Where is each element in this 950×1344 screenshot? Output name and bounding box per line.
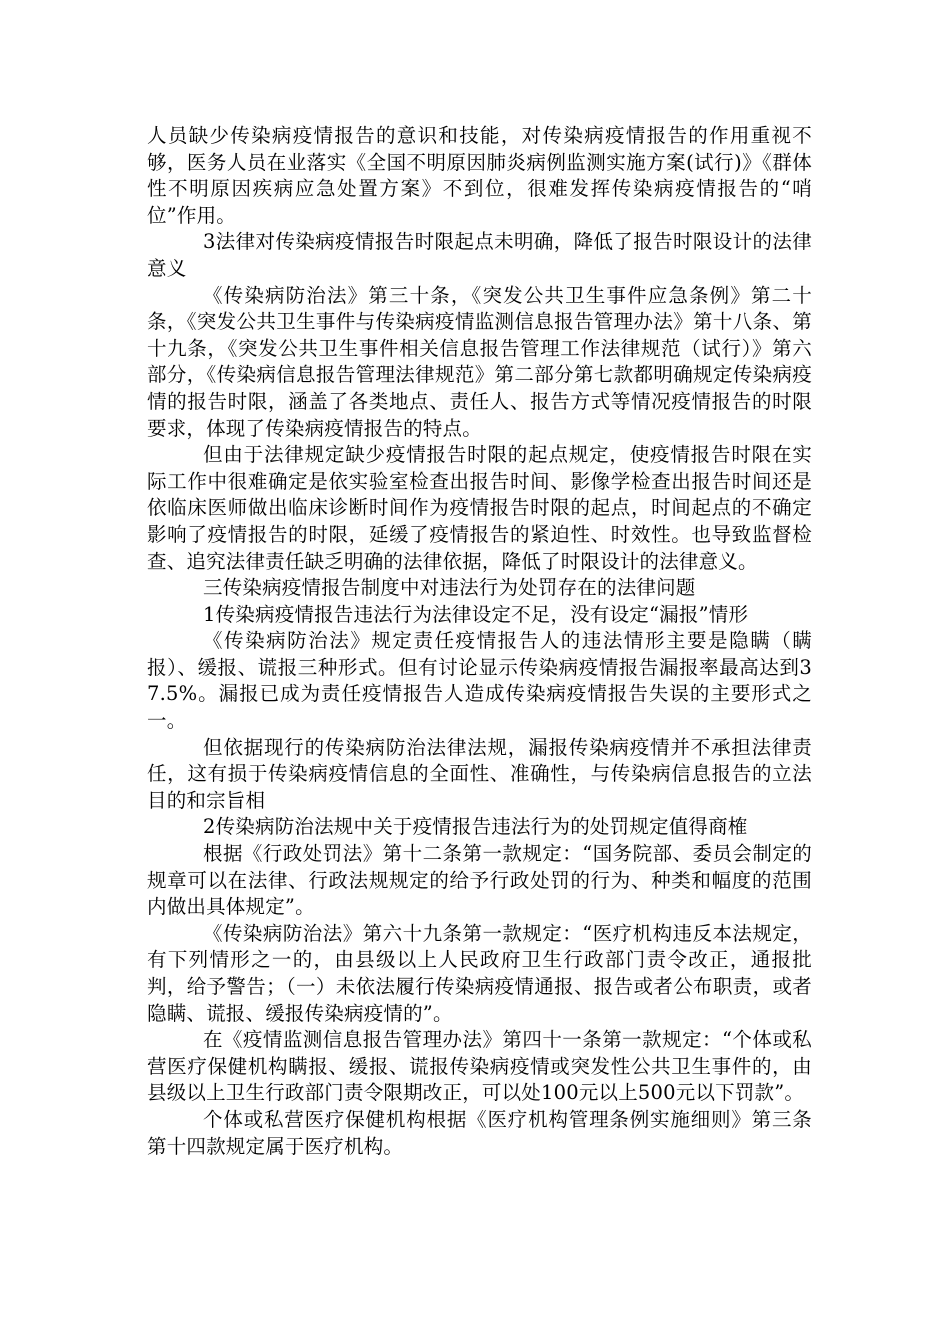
paragraph-4: 但由于法律规定缺少疫情报告时限的起点规定，使疫情报告时限在实际工作中很难确定是依实验室检查出报告时间、影像学检查出报告时间还是依临床医师做出临床诊断时间作为疫情报告时限的起点，时间起点的不确定影响了疫情报告的时限，延缓了疫情报告的紧迫性、时效性。也导致监督检查、追究法律责任缺乏明确的法律依据，降低了时限设计的法律意义。	[147, 443, 812, 573]
paragraph-10: 个体或私营医疗保健机构根据《医疗机构管理条例实施细则》第三条第十四款规定属于医疗机构。	[147, 1107, 812, 1158]
paragraph-9: 在《疫情监测信息报告管理办法》第四十一条第一款规定：“个体或私营医疗保健机构瞒报、缓报、谎报传染病疫情或突发性公共卫生事件的，由县级以上卫生行政部门责令限期改正，可以处100元以上500元以下罚款”。	[147, 1028, 812, 1105]
paragraph-6: 但依据现行的传染病防治法律法规，漏报传染病疫情并不承担法律责任，这有损于传染病疫情信息的全面性、准确性，与传染病信息报告的立法目的和宗旨相	[147, 735, 812, 812]
paragraph-1: 人员缺少传染病疫情报告的意识和技能，对传染病疫情报告的作用重视不够，医务人员在业落实《全国不明原因肺炎病例监测实施方案(试行)》《群体性不明原因疾病应急处置方案》不到位，很难发挥传染病疫情报告的“哨位”作用。	[147, 124, 812, 227]
subheading-1: 1传染病疫情报告违法行为法律设定不足，没有设定“漏报”情形	[203, 602, 749, 626]
subheading-2: 2传染病防治法规中关于疫情报告违法行为的处罚规定值得商榷	[203, 815, 748, 839]
document-body	[147, 123, 812, 1160]
paragraph-5: 《传染病防治法》规定责任疫情报告人的违法情形主要是隐瞒（瞒报）、缓报、谎报三种形式。但有讨论显示传染病疫情报告漏报率最高达到37.5%。漏报已成为责任疫情报告人造成传染病疫情报告失误的主要形式之一。	[147, 629, 812, 733]
paragraph-2: 3法律对传染病疫情报告时限起点未明确，降低了报告时限设计的法律意义	[147, 230, 812, 280]
paragraph-7: 根据《行政处罚法》第十二条第一款规定：“国务院部、委员会制定的规章可以在法律、行政法规规定的给予行政处罚的行为、种类和幅度的范围内做出具体规定”。	[147, 842, 812, 919]
section-heading-3: 三传染病疫情报告制度中对违法行为处罚存在的法律问题	[203, 576, 696, 600]
paragraph-3: 《传染病防治法》第三十条，《突发公共卫生事件应急条例》第二十条，《突发公共卫生事件与传染病疫情监测信息报告管理办法》第十八条、第十九条，《突发公共卫生事件相关信息报告管理工作法律规范（试行）》第六部分，《传染病信息报告管理法律规范》第二部分第七款都明确规定传染病疫情的报告时限，涵盖了各类地点、责任人、报告方式等情况疫情报告的时限要求，体现了传染病疫情报告的特点。	[147, 283, 812, 440]
paragraph-8: 《传染病防治法》第六十九条第一款规定：“医疗机构违反本法规定，有下列情形之一的，由县级以上人民政府卫生行政部门责令改正，通报批判，给予警告；（一）未依法履行传染病疫情通报、报告或者公布职责，或者隐瞒、谎报、缓报传染病疫情的”。	[147, 921, 812, 1025]
